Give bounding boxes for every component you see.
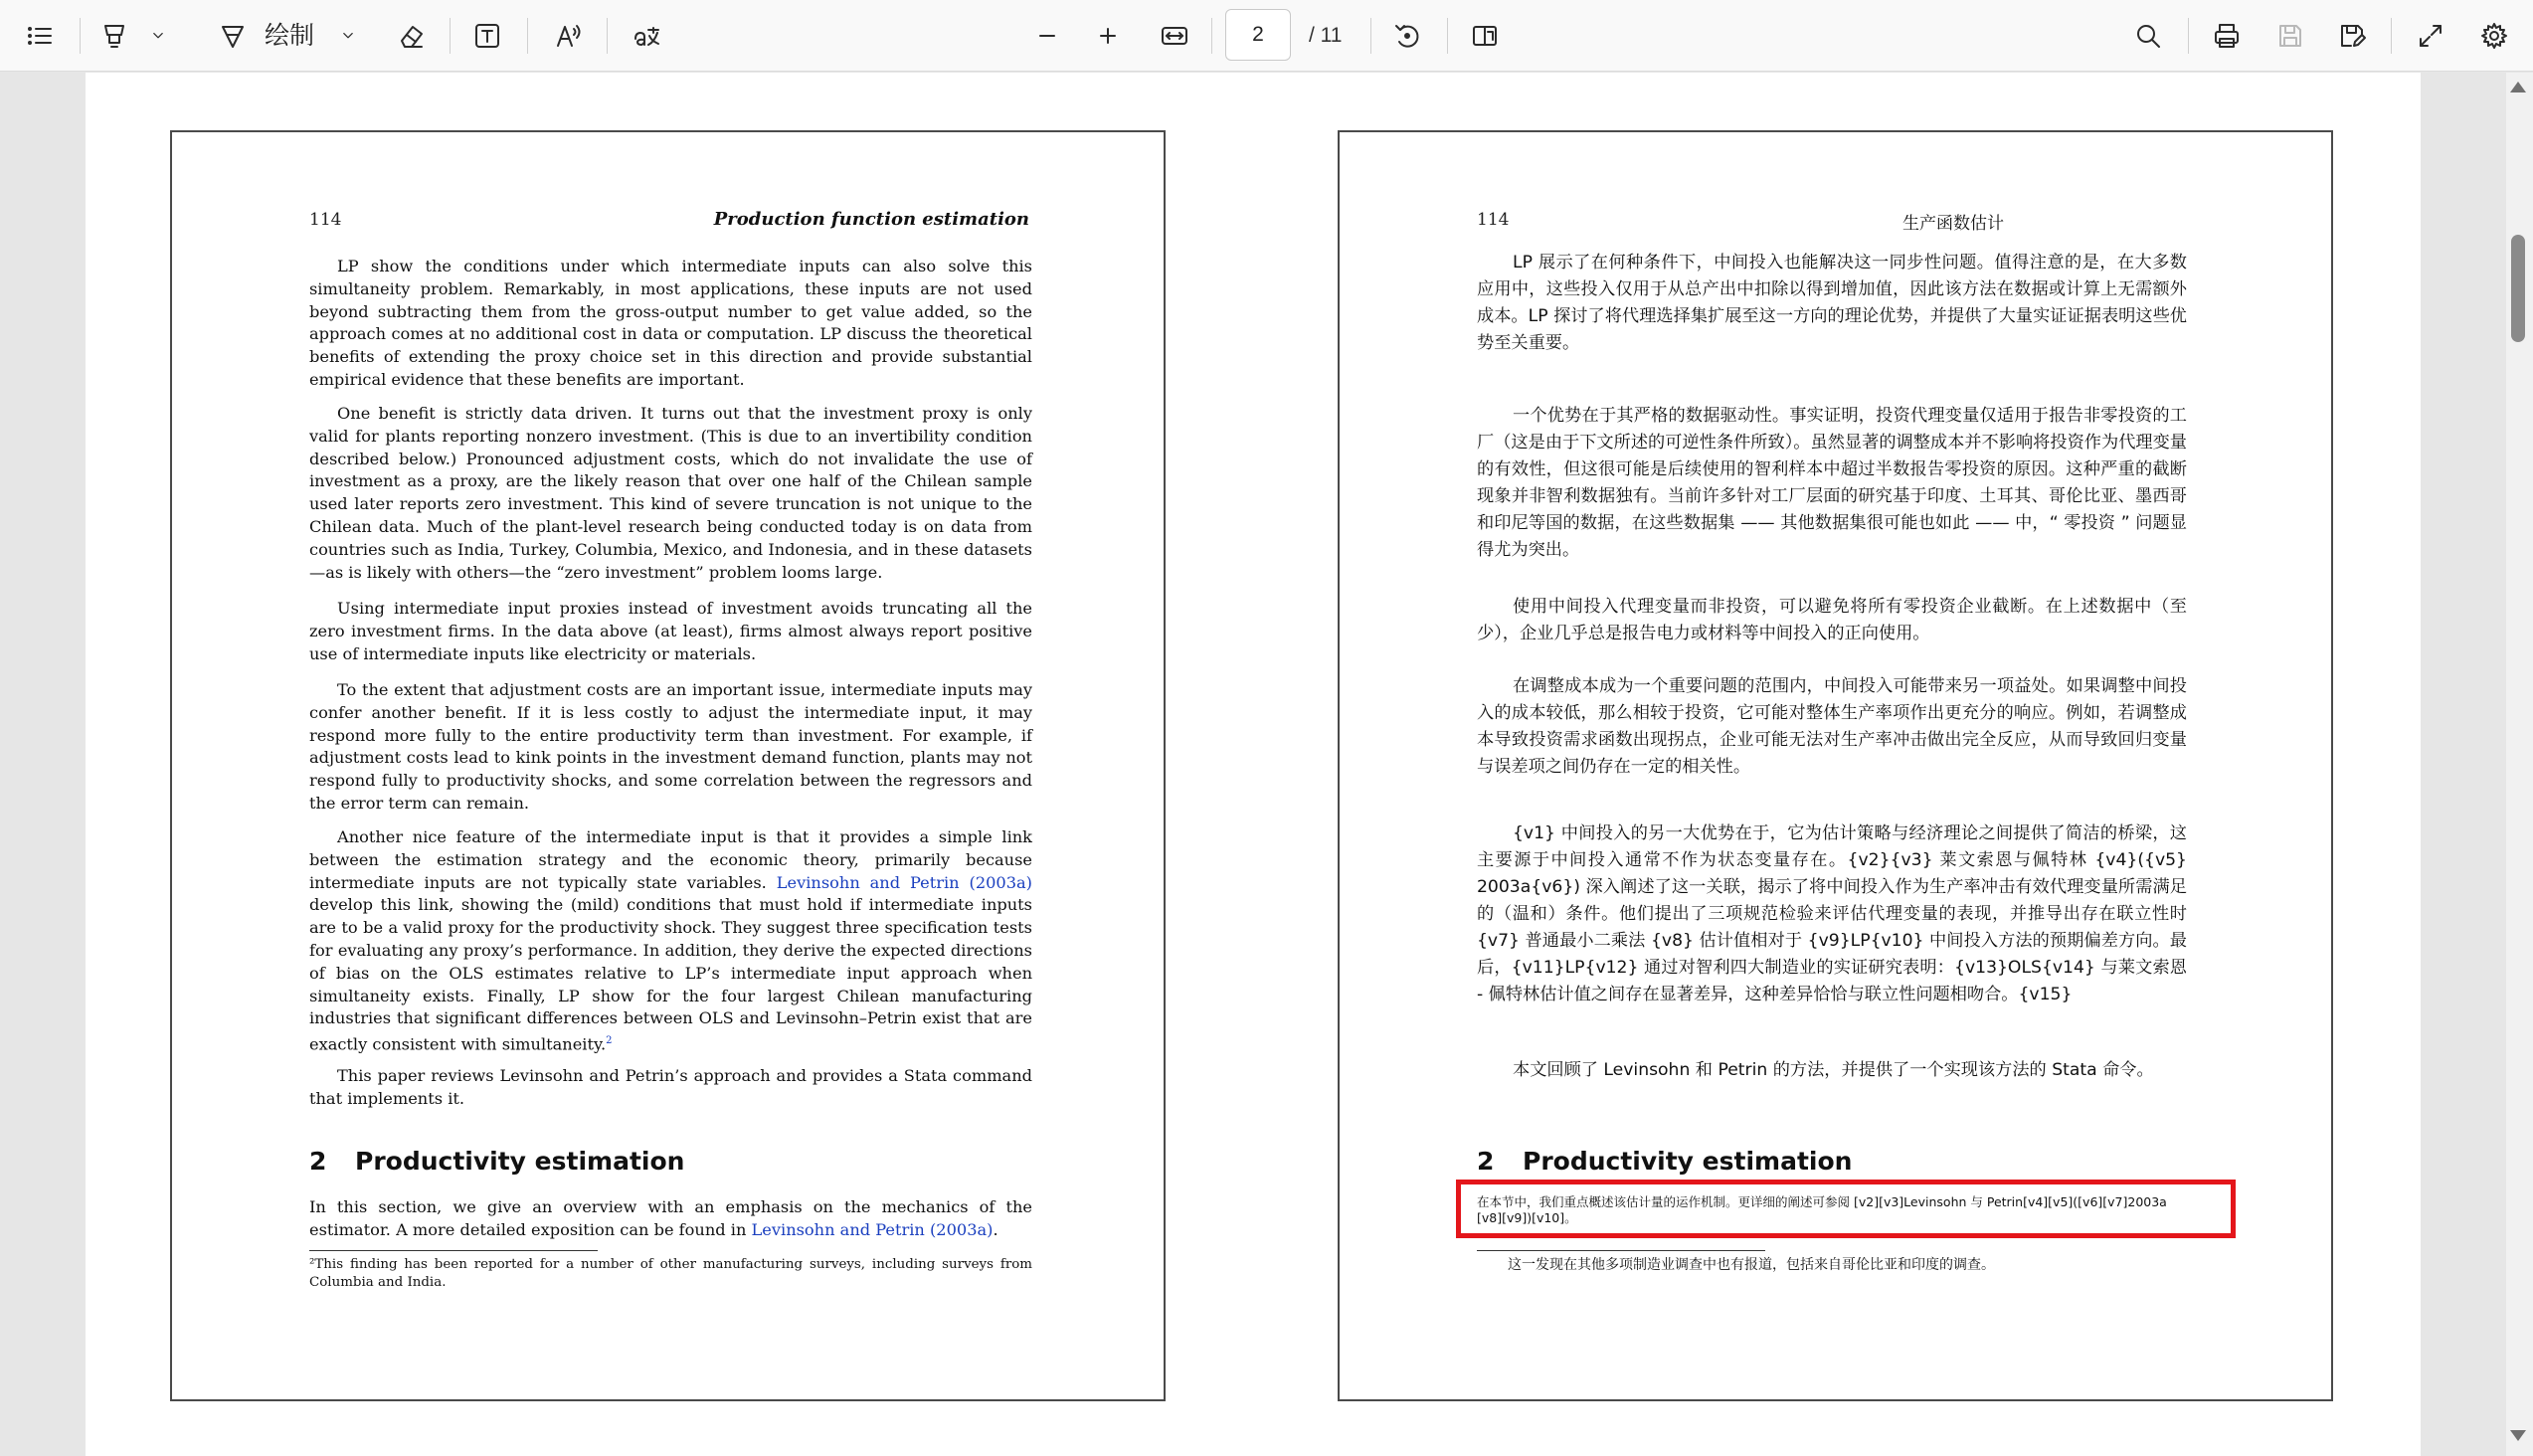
toolbar-separator bbox=[2188, 18, 2189, 54]
viewer-gutter-left bbox=[0, 73, 86, 1456]
toolbar bbox=[0, 0, 2533, 72]
toolbar-separator bbox=[80, 18, 81, 54]
page-number: 114 bbox=[1477, 210, 1510, 230]
text: In this section, we give an overview with an emphasis on the mechanics of the estimator. A more detailed exposition can be found in bbox=[309, 1197, 1032, 1239]
toolbar-separator bbox=[1211, 18, 1212, 54]
search-icon[interactable] bbox=[2128, 14, 2168, 58]
read-aloud-icon[interactable] bbox=[549, 14, 589, 58]
citation-link[interactable]: Levinsohn and Petrin (2003a) bbox=[751, 1219, 994, 1239]
paragraph: 使用中间投入代理变量而非投资，可以避免将所有零投资企业截断。在上述数据中（至少），企业几乎总是报告电力或材料等中间投入的正向使用。 bbox=[1477, 597, 2187, 643]
highlighted-paragraph: 在本节中，我们重点概述该估计量的运作机制。更详细的阐述可参阅 [v2][v3]Levinsohn 与 Petrin[v4][v5]([v6][v7]2003a [v8][v9])[v10]。 bbox=[1477, 1194, 2167, 1225]
citation-link[interactable]: Levinsohn and Petrin (2003a) bbox=[776, 872, 1032, 892]
section-number: 2 bbox=[1477, 1147, 1495, 1176]
footnote-marker[interactable]: 2 bbox=[606, 1035, 613, 1047]
zoom-out-icon[interactable] bbox=[1027, 14, 1067, 58]
contents-icon[interactable] bbox=[20, 14, 60, 58]
page-total-label: / 11 bbox=[1309, 24, 1343, 47]
footnote: ²This finding has been reported for a number of other manufacturing surveys, including surveys from Columbia and India. bbox=[309, 1257, 1032, 1290]
page-number-input[interactable]: 2 bbox=[1225, 9, 1291, 61]
translate-icon[interactable] bbox=[627, 14, 666, 58]
draw-icon[interactable] bbox=[213, 14, 253, 58]
rotate-icon[interactable] bbox=[1387, 14, 1427, 58]
text-box-icon[interactable] bbox=[467, 14, 507, 58]
eraser-icon[interactable] bbox=[391, 14, 431, 58]
draw-label[interactable]: 绘制 bbox=[265, 21, 315, 50]
text: develop this link, showing the (mild) conditions that must hold if intermediate inputs are to be a valid proxy for the productivity shock. They suggest three specification tests for evaluating any proxy’s performance. In addition, they derive the expected directions of bias on the OLS estimates relative to LP’s intermediate input approach when simultaneity exists. Finally, LP show for the four largest Chilean manufacturing industries that significant differences between OLS and Levinsohn–Petrin exist that are exactly consistent with simultaneity. bbox=[309, 895, 1032, 1054]
paragraph: Using intermediate input proxies instead of investment avoids truncating all the zero investment firms. In the data above (at least), firms almost always report positive use of intermediate inputs like electricity or materials. bbox=[309, 599, 1032, 663]
toolbar-separator bbox=[2391, 18, 2392, 54]
paragraph: This paper reviews Levinsohn and Petrin’s approach and provides a Stata command that implements it. bbox=[309, 1066, 1032, 1108]
paragraph: 一个优势在于其严格的数据驱动性。事实证明，投资代理变量仅适用于报告非零投资的工厂（这是由于下文所述的可逆性条件所致）。虽然显著的调整成本并不影响将投资作为代理变量的有效性，但这很可能是后续使用的智利样本中超过半数报告零投资的原因。这种严重的截断现象并非智利数据独有。当前许多针对工厂层面的研究基于印度、土耳其、哥伦比亚、墨西哥和印尼等国的数据，在这些数据集 —— 其他数据集很可能也如此 —— 中，“ 零投资 ” 问题显得尤为突出。 bbox=[1477, 406, 2187, 560]
paragraph: To the extent that adjustment costs are an important issue, intermediate inputs may confer another benefit. If it is less costly to adjust the intermediate input, it may respond more fully to the entire productivity term than investment. For example, if adjustment costs lead to kink points in the investment demand function, plants may not respond fully to productivity shocks, and some correlation between the regressors and the error term can remain. bbox=[309, 680, 1032, 813]
fit-width-icon[interactable] bbox=[1154, 14, 1195, 58]
toolbar-separator bbox=[1447, 18, 1448, 54]
paragraph: LP 展示了在何种条件下，中间投入也能解决这一同步性问题。值得注意的是，在大多数应用中，这些投入仅用于从总产出中扣除以得到增加值，因此该方法在数据或计算上无需额外成本。LP 探讨了将代理选择集扩展至这一方向的理论优势，并提供了大量实证证据表明这些优势至关重要。 bbox=[1477, 253, 2187, 353]
pdf-page-original bbox=[170, 130, 1166, 1401]
running-head: 生产函数估计 bbox=[1902, 214, 2004, 234]
toolbar-separator bbox=[527, 18, 528, 54]
paragraph: 本文回顾了 Levinsohn 和 Petrin 的方法，并提供了一个实现该方法的 Stata 命令。 bbox=[1513, 1060, 2154, 1080]
page-number: 114 bbox=[309, 210, 342, 230]
page-view-icon[interactable] bbox=[1465, 14, 1505, 58]
footnote-rule bbox=[309, 1250, 598, 1251]
paragraph: One benefit is strictly data driven. It turns out that the investment proxy is only valid for plants reporting nonzero investment. (This is due to an invertibility condition described below.) Pronounced adjustment costs, which do not invalidate the use of investment as a proxy, are the likely reason that over one half of the Chilean sample used later reports zero investment. This kind of severe truncation is not unique to the Chilean data. Much of the plant-level research being conducted today is on data from countries such as India, Turkey, Columbia, Mexico, and Indonesia, and in these datasets—as is likely with others—the “zero investment” problem looms large. bbox=[309, 404, 1032, 582]
scroll-down-icon[interactable] bbox=[2510, 1430, 2526, 1441]
zoom-in-icon[interactable] bbox=[1088, 14, 1128, 58]
highlight-icon[interactable] bbox=[94, 14, 134, 58]
paragraph: 在调整成本成为一个重要问题的范围内，中间投入可能带来另一项益处。如果调整中间投入的成本较低，那么相较于投资，它可能对整体生产率项作出更充分的响应。例如，若调整成本导致投资需求函数出现拐点，企业可能无法对生产率冲击做出完全反应，从而导致回归变量与误差项之间仍存在一定的相关性。 bbox=[1477, 676, 2187, 777]
fullscreen-icon[interactable] bbox=[2411, 14, 2450, 58]
scrollbar-thumb[interactable] bbox=[2511, 235, 2525, 342]
settings-icon[interactable] bbox=[2474, 14, 2514, 58]
save-icon bbox=[2270, 14, 2310, 58]
text: . bbox=[993, 1219, 998, 1239]
footnote: 这一发现在其他多项制造业调查中也有报道，包括来自哥伦比亚和印度的调查。 bbox=[1508, 1257, 1995, 1273]
paragraph: {v1} 中间投入的另一大优势在于，它为估计策略与经济理论之间提供了简洁的桥梁，这主要源于中间投入通常不作为状态变量存在。{v2}{v3} 莱文索恩与佩特林 {v4}({v5} 2003a{v6}) 深入阐述了这一关联，揭示了将中间投入作为生产率冲击有效代理变量所需满足的（温和）条件。他们提出了三项规范检验来评估代理变量的表现，并推导出存在联立性时 {v7} 普通最小二乘法 {v8} 估计值相对于 {v9}LP{v10} 中间投入方法的预期偏差方向。最后，{v11}LP{v12} 通过对智利四大制造业的实证研究表明：{v13}OLS{v14} 与莱文索恩 - 佩特林估计值之间存在显著差异，这种差异恰恰与联立性问题相吻合。{v15} bbox=[1477, 823, 2187, 1004]
paragraph: LP show the conditions under which intermediate inputs can also solve this simultaneity problem. Remarkably, in most applications, these inputs are not used beyond subtracting them from the gross-output number to get value added, so the approach comes at no additional cost in data or computation. LP discuss the theoretical benefits of extending the proxy choice set in this direction and provide substantial empirical evidence that these benefits are important. bbox=[309, 257, 1032, 389]
toolbar-separator bbox=[607, 18, 608, 54]
section-title: Productivity estimation bbox=[355, 1147, 685, 1176]
section-title: Productivity estimation bbox=[1523, 1147, 1853, 1176]
paragraph bbox=[309, 1196, 1032, 1242]
text: Another nice feature of the intermediate input is that it provides a simple link between the estimation strategy and the economic theory, primarily because intermediate inputs are not typically state variables. bbox=[309, 827, 1032, 892]
running-head: Production function estimation bbox=[713, 209, 1029, 230]
scroll-up-icon[interactable] bbox=[2510, 82, 2526, 92]
paragraph bbox=[309, 826, 1032, 1056]
chevron-down-icon[interactable] bbox=[334, 14, 362, 58]
toolbar-separator bbox=[1370, 18, 1371, 54]
highlight-box bbox=[1456, 1180, 2236, 1238]
print-icon[interactable] bbox=[2207, 14, 2247, 58]
chevron-down-icon[interactable] bbox=[144, 14, 172, 58]
toolbar-separator bbox=[450, 18, 451, 54]
save-as-icon[interactable] bbox=[2332, 14, 2372, 58]
section-number: 2 bbox=[309, 1147, 327, 1176]
footnote-rule bbox=[1477, 1250, 1765, 1251]
